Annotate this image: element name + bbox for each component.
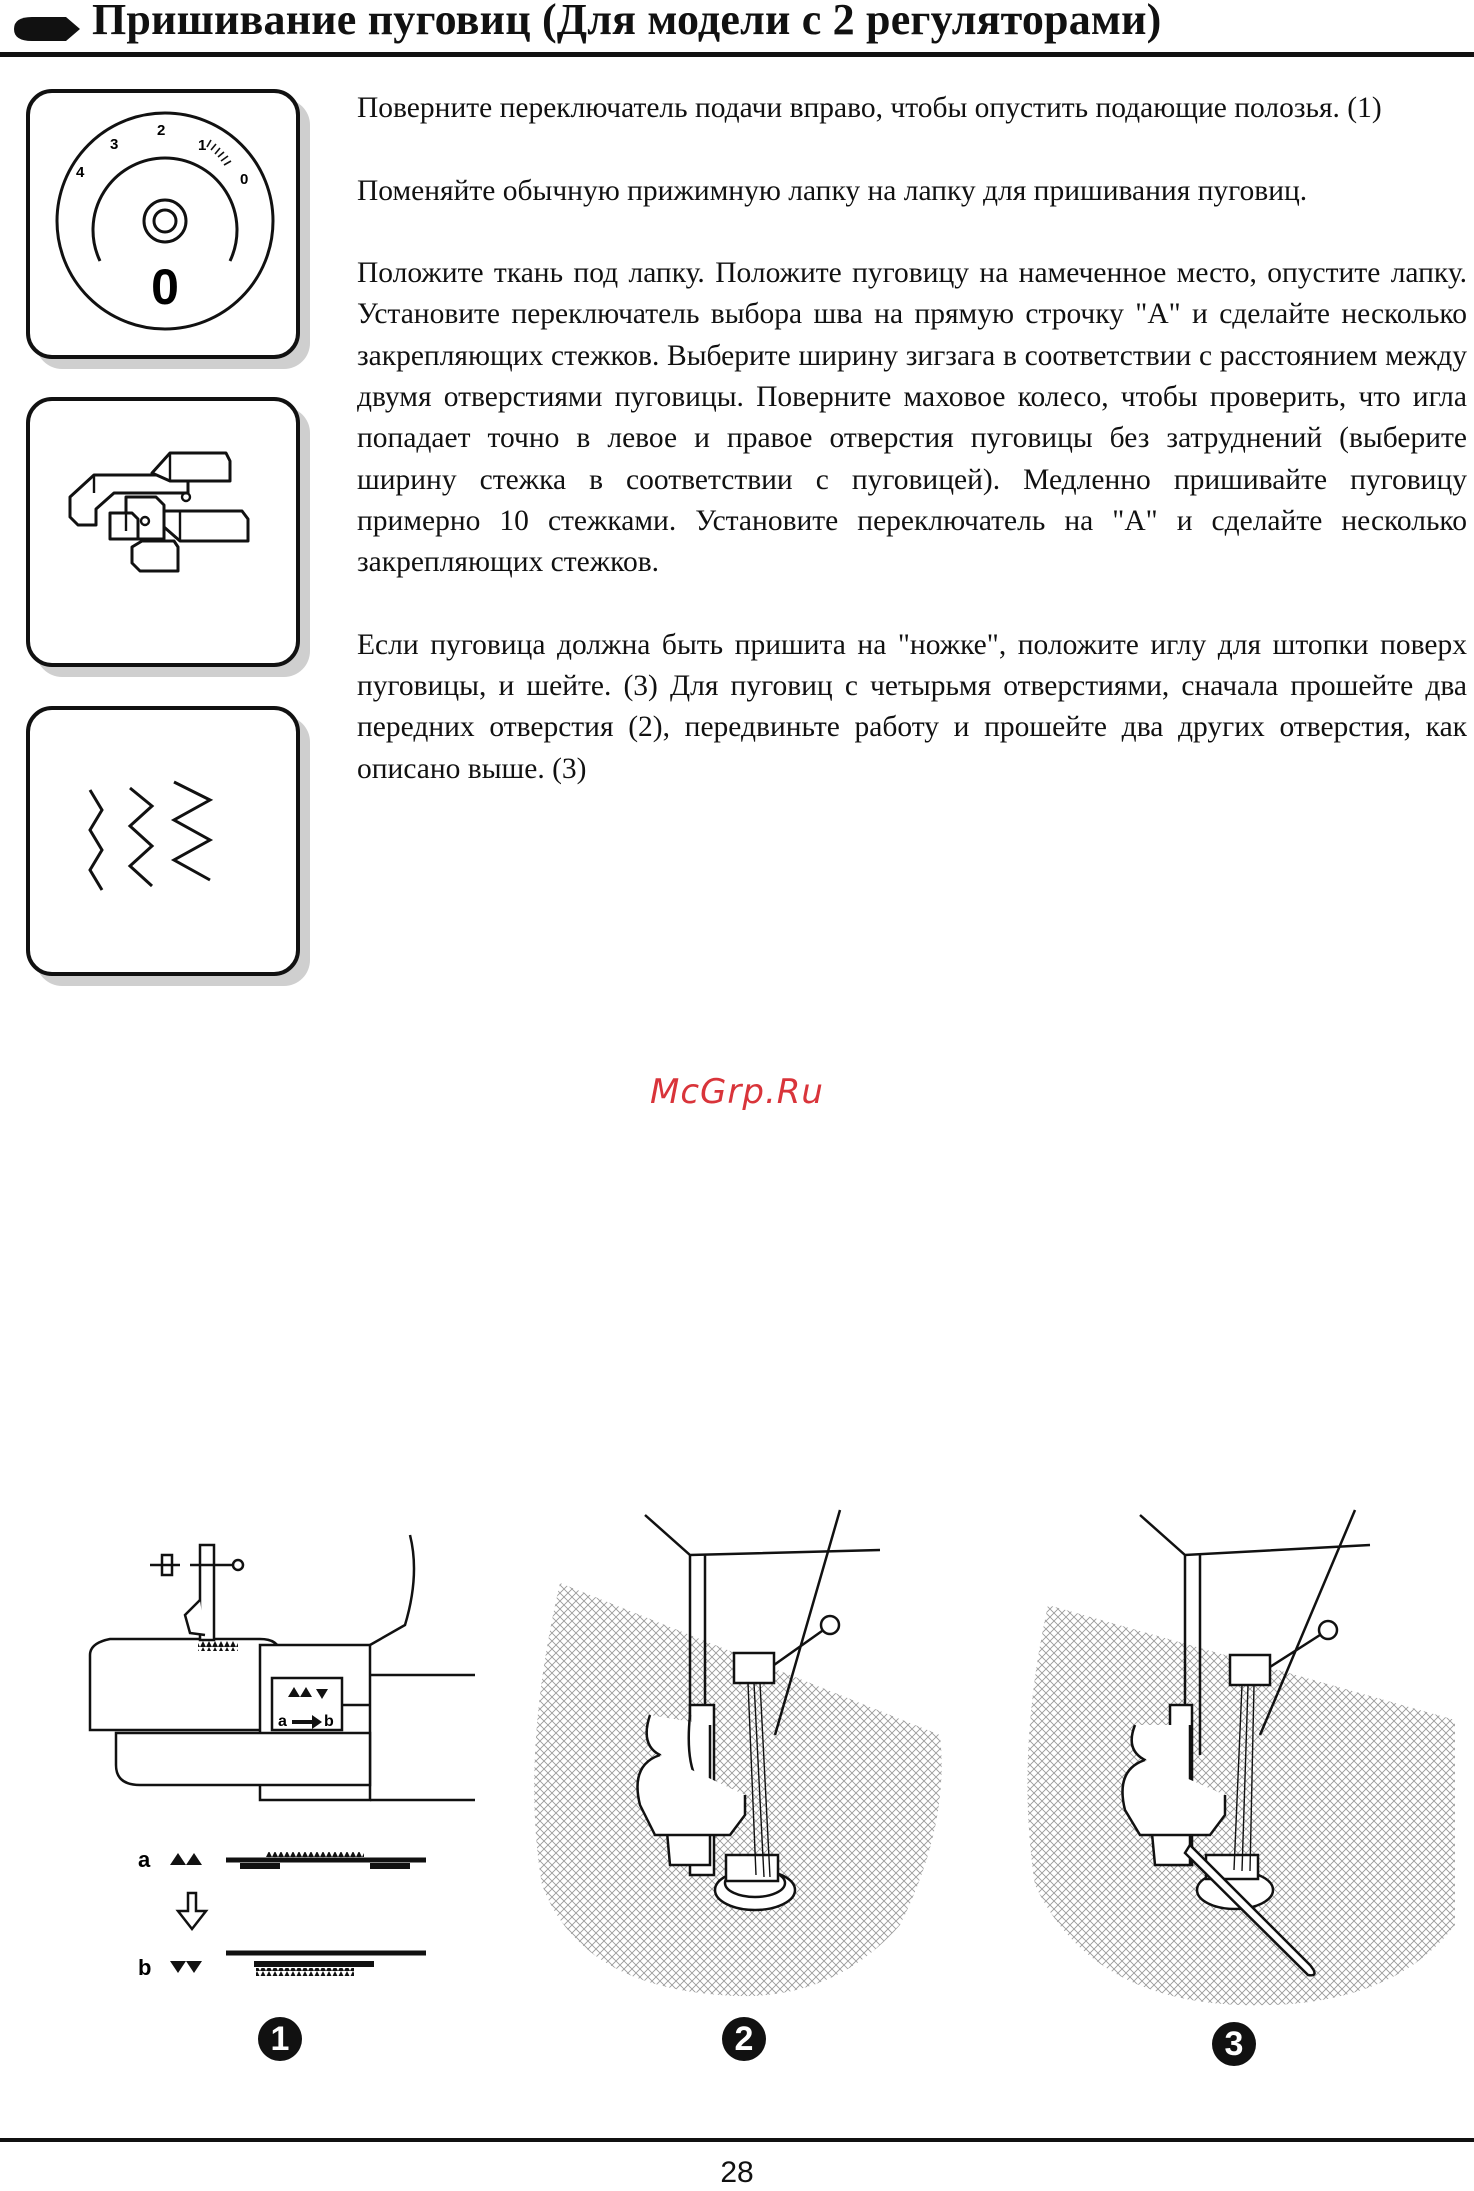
feed-dial-panel [26,89,300,359]
dial-number-2: 2 [157,122,166,139]
paragraph-sewing-steps: Положите ткань под лапку. Положите пуговицу на намеченное место, опустите лапку. Установите переключатель выбора шва на прямую строчку "А" и сделайте несколько закрепляющих стежков. Выберите ширину зигзага в соответствии с расстоянием между двумя отверстиями пуговицы. Поверните маховое колесо, чтобы проверить, что игла попадает точно в левое и правое отверстия пуговицы без затруднений (выберите ширину стежка в соответствии с пуговицей). Медленно пришивайте пуговицу примерно 10 стежками. Установите переключатель на "А" и сделайте несколько закрепляющих стежков. [357,257,1467,579]
figure-3-shank-button [1010,1505,1460,2020]
paragraph-change-foot: Поменяйте обычную прижимную лапку на лапку для пришивания пуговиц. [357,174,1308,207]
figure-number-1: 1 [258,2017,302,2061]
button-foot-icon [30,401,296,663]
dial-setting-value: 0 [151,259,179,315]
footer-divider [0,2138,1474,2142]
page-header [0,0,1474,58]
paragraph-feed-dog: Поверните переключатель подачи вправо, чтобы опустить подающие полозья. (1) [357,92,1382,124]
dial-number-4: 4 [76,164,85,181]
feed-up-label: a [138,1847,151,1872]
dial-number-3: 3 [110,136,119,153]
paragraph-shank-button: Если пуговица должна быть пришита на "ножке", положите иглу для штопки поверх пуговицы, и шейте. (3) Для пуговиц с четырьмя отверстиями, сначала прошейте два передних отверстия (2), передвиньте работу и прошейте два других отверстия, как описано выше. (3) [357,628,1467,785]
zigzag-width-panel [26,706,300,976]
pointer-icon [10,14,84,44]
feed-dial-illustration [30,93,296,355]
page-number: 28 [720,2156,754,2189]
dial-number-0: 0 [240,171,249,188]
header-divider [0,52,1474,57]
switch-label-a: a [278,1713,287,1730]
feed-down-label: b [138,1955,152,1980]
figure-2-sewing-button [520,1505,970,2015]
switch-label-b: b [324,1713,334,1730]
figure-number-2: 2 [722,2017,766,2061]
zigzag-stitch-icon [30,710,296,972]
figure-number-3: 3 [1212,2022,1256,2066]
figure-1-feed-switch [80,1515,480,2005]
button-foot-panel [26,397,300,667]
instructions-text [357,88,1467,831]
dial-number-1: 1 [198,137,207,154]
page-title: Пришивание пуговиц (Для модели с 2 регуляторами) [92,0,1162,44]
watermark: McGrp.Ru [650,1072,824,1112]
